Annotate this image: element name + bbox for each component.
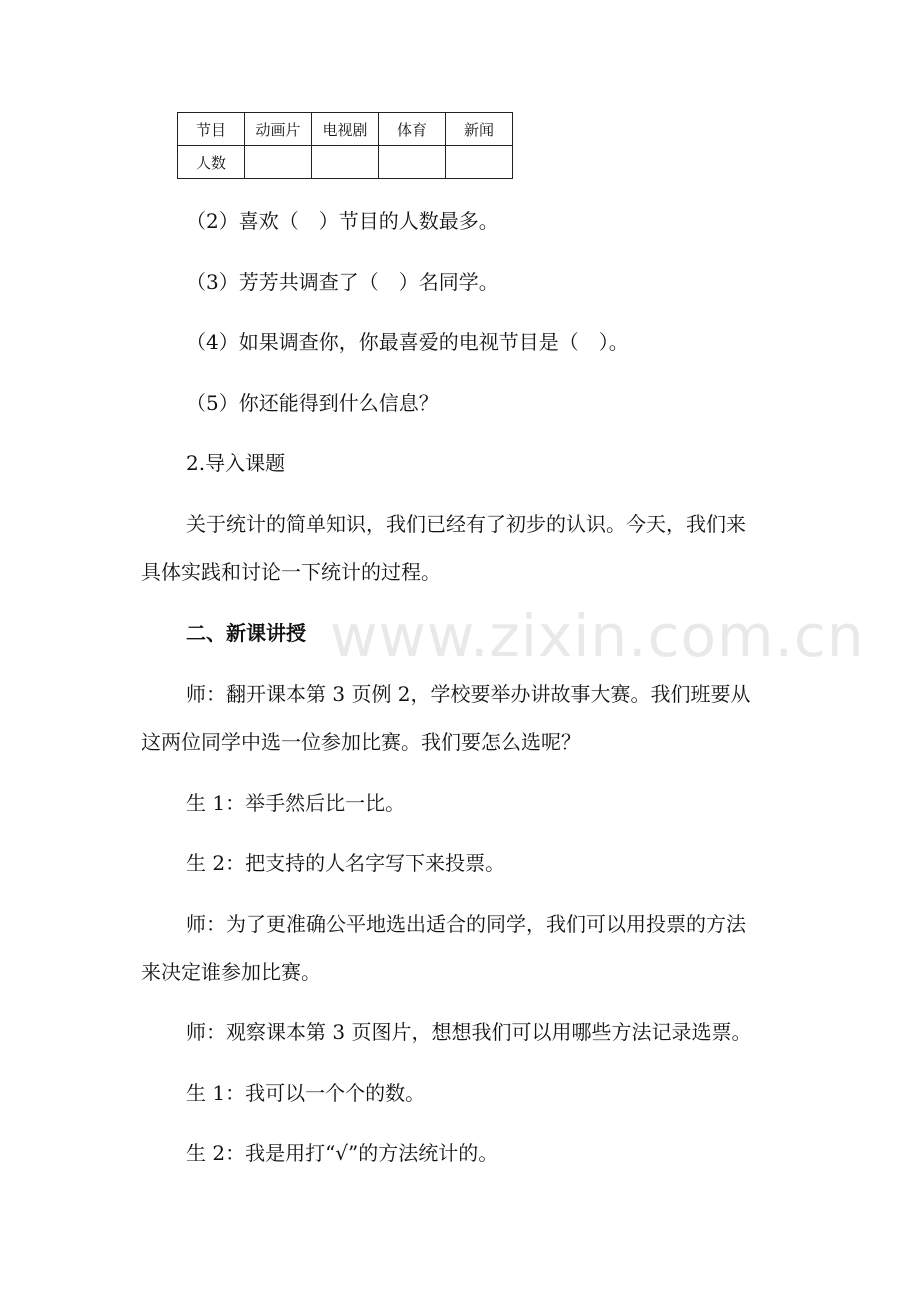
- paragraph-line: 生 1：我可以一个个的数。: [186, 1081, 426, 1105]
- table-row: [178, 146, 513, 179]
- paragraph-line: 生 1：举手然后比一比。: [186, 791, 406, 815]
- paragraph-line: 来决定谁参加比赛。: [141, 960, 321, 984]
- table-cell: [379, 146, 446, 179]
- paragraph-line: 师：翻开课本第 3 页例 2，学校要举办讲故事大赛。我们班要从: [186, 682, 751, 706]
- paragraph-line: 关于统计的简单知识，我们已经有了初步的认识。今天，我们来: [186, 512, 746, 536]
- paragraph-line: 生 2：把支持的人名字写下来投票。: [186, 851, 506, 875]
- table-cell: [245, 146, 312, 179]
- section-heading: 二、新课讲授: [186, 621, 306, 645]
- table-cell: 人数: [178, 146, 245, 179]
- section-heading: 2.导入课题: [186, 451, 286, 475]
- paragraph-line: 这两位同学中选一位参加比赛。我们要怎么选呢？: [141, 730, 581, 754]
- question-4: （4）如果调查你，你最喜爱的电视节目是（ ）。: [186, 330, 629, 354]
- table-cell: [446, 146, 513, 179]
- table-cell: 电视剧: [312, 113, 379, 146]
- table-cell: 体育: [379, 113, 446, 146]
- table-cell: 动画片: [245, 113, 312, 146]
- table-cell: [312, 146, 379, 179]
- table-cell: 新闻: [446, 113, 513, 146]
- question-2: （2）喜欢（ ）节目的人数最多。: [186, 209, 499, 233]
- paragraph-line: 师：为了更准确公平地选出适合的同学，我们可以用投票的方法: [186, 912, 746, 936]
- paragraph-line: 生 2：我是用打“√”的方法统计的。: [186, 1141, 499, 1165]
- tv-program-survey-table: [177, 112, 513, 179]
- question-5: （5）你还能得到什么信息？: [186, 391, 439, 415]
- table-header-row: [178, 113, 513, 146]
- question-3: （3）芳芳共调查了（ ）名同学。: [186, 270, 499, 294]
- paragraph-line: 师：观察课本第 3 页图片，想想我们可以用哪些方法记录选票。: [186, 1020, 752, 1044]
- watermark: www.zixin.com.cn: [330, 602, 865, 670]
- paragraph-line: 具体实践和讨论一下统计的过程。: [141, 560, 441, 584]
- table-cell: 节目: [178, 113, 245, 146]
